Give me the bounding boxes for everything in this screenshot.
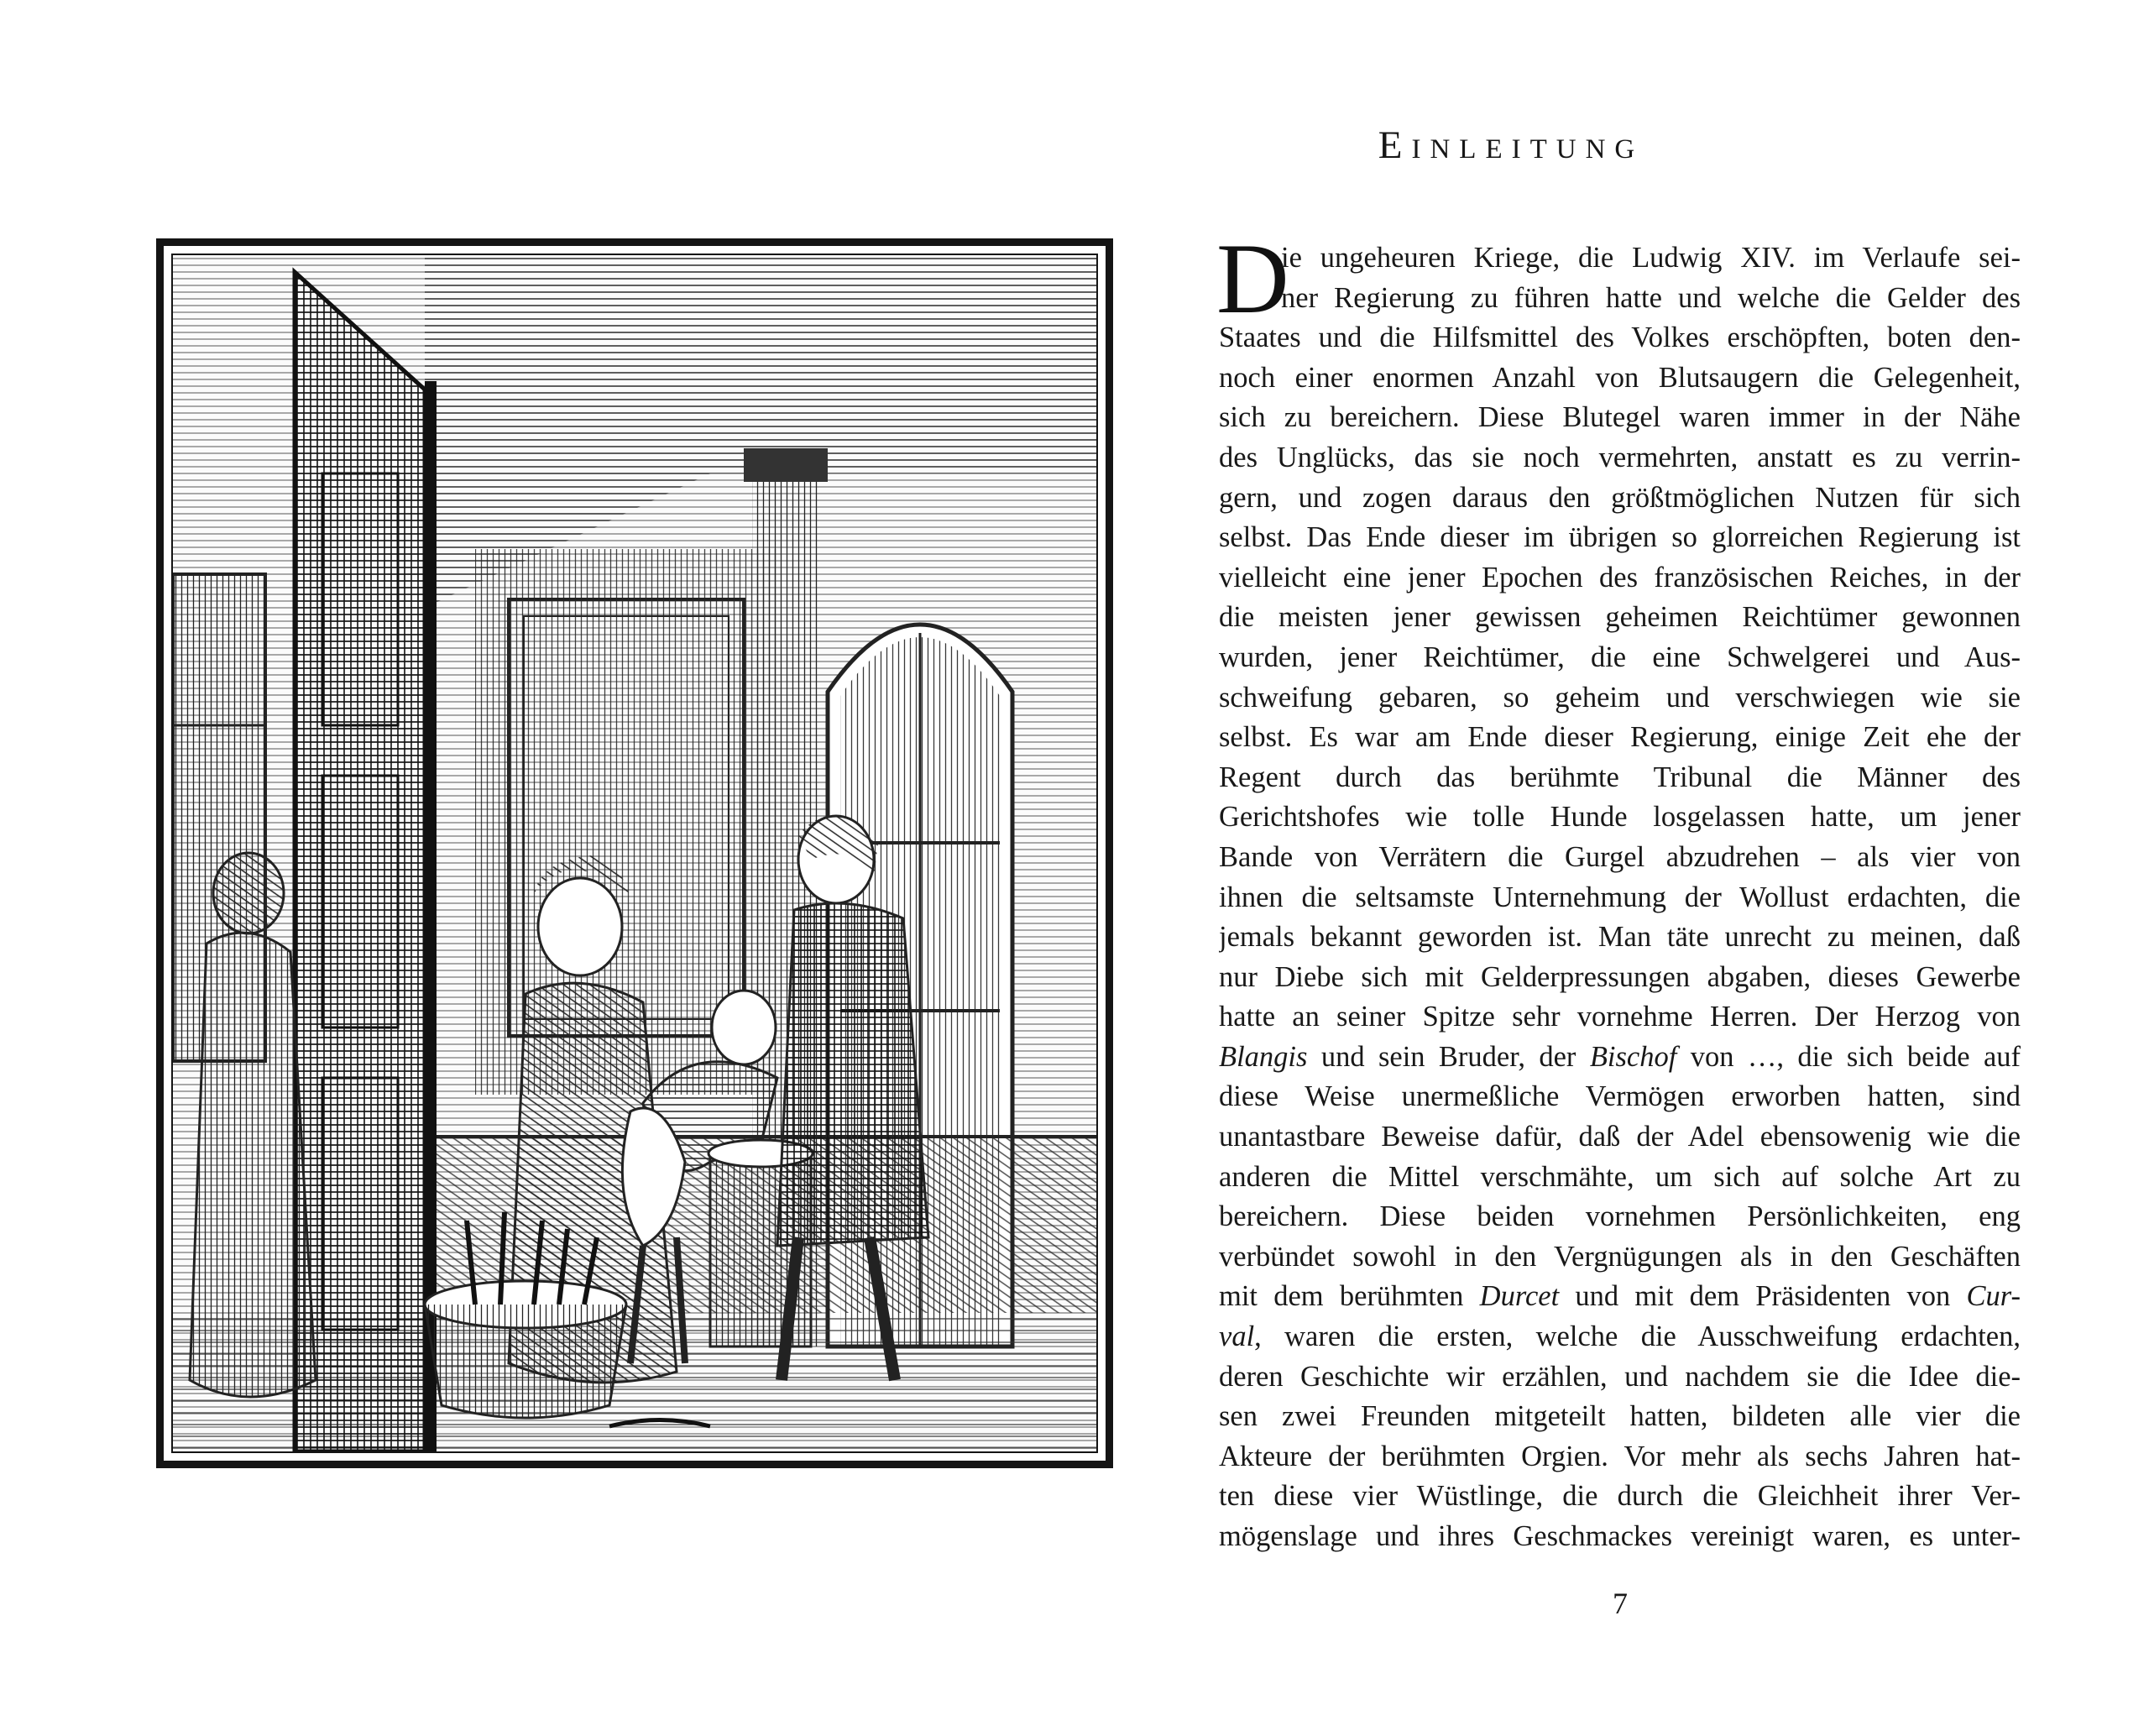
italic-name: Bischof [1589,1040,1677,1073]
engraving-svg [173,255,1096,1451]
text-segment: und sein Bruder, der [1307,1040,1590,1073]
text-line: jemals bekannt geworden ist. Man täte unrecht zu meinen, daß [1219,921,2021,954]
text-line: anderen die Mittel verschmähte, um sich auf solche Art zu [1219,1160,2021,1193]
italic-name: Durcet [1479,1280,1560,1313]
text-line: verbündet sowohl in den Vergnügungen als in den Geschäften [1219,1240,2021,1273]
engraving-illustration [171,254,1098,1453]
text-line: ie ungeheuren Kriege, die Ludwig XIV. im Verlaufe sei- [1281,242,2021,274]
drop-cap: D [1216,222,1289,334]
text-line: sich zu bereichern. Diese Blutegel waren immer in der Nähe [1219,401,2021,434]
text-line: gern, und zogen daraus den größtmöglichen Nutzen für sich [1219,481,2021,514]
text-line: mögenslage und ihres Geschmackes vereinigt waren, es unter- [1219,1520,2021,1552]
text-segment: von …, die sich beide auf [1676,1040,2021,1073]
text-line: selbst. Es war am Ende dieser Regierung, einige Zeit ehe der [1219,721,2021,754]
text-line: vielleicht eine jener Epochen des französischen Reiches, in der [1219,561,2021,593]
italic-name: val [1219,1320,1255,1353]
italic-name: Blangis [1219,1040,1308,1073]
italic-name: Cur- [1966,1280,2021,1313]
text-line: Regent durch das berühmte Tribunal die Männer des [1219,761,2021,793]
text-segment: , waren die ersten, welche die Ausschweifung erdachten, [1254,1320,2021,1353]
text-line: selbst. Das Ende dieser im übrigen so glorreichen Regierung ist [1219,521,2021,554]
text-line: des Unglücks, das sie noch vermehrten, anstatt es zu verrin- [1219,441,2021,473]
text-line: Akteure der berühmten Orgien. Vor mehr als sechs Jahren hat- [1219,1440,2021,1472]
text-line: ihnen die seltsamste Unternehmung der Wollust erdachten, die [1219,881,2021,913]
text-line: schweifung gebaren, so geheim und verschwiegen wie sie [1219,681,2021,714]
text-line [1219,1038,2021,1078]
text-line: die meisten jener gewissen geheimen Reichtümer gewonnen [1219,601,2021,634]
text-line: sen zwei Freunden mitgeteilt hatten, bildeten alle vier die [1219,1400,2021,1433]
text-line: wurden, jener Reichtümer, die eine Schwelgerei und Aus- [1219,641,2021,673]
text-segment: mit dem berühmten [1219,1280,1480,1313]
body-text [1219,238,2021,1557]
text-line: ner Regierung zu führen hatte und welche die Gelder des [1281,281,2021,314]
chapter-title: Einleitung [1378,123,1644,167]
page-number: 7 [1613,1587,1628,1620]
engraving-plate [156,238,1113,1468]
text-line: noch einer enormen Anzahl von Blutsaugern die Gelegenheit, [1219,361,2021,394]
text-line: Bande von Verrätern die Gurgel abzudrehen – als vier von [1219,840,2021,873]
text-line: hatte an seiner Spitze sehr vornehme Herren. Der Herzog von [1219,1001,2021,1033]
text-line: diese Weise unermeßliche Vermögen erworben hatten, sind [1219,1080,2021,1113]
text-line: deren Geschichte wir erzählen, und nachdem sie die Idee die- [1219,1360,2021,1393]
text-line: Gerichtshofes wie tolle Hunde losgelassen hatte, um jener [1219,801,2021,834]
text-line: nur Diebe sich mit Gelderpressungen abgaben, dieses Gewerbe [1219,960,2021,993]
text-segment: und mit dem Präsidenten von [1559,1280,1967,1313]
text-line: unantastbare Beweise dafür, daß der Adel ebensowenig wie die [1219,1121,2021,1153]
text-line: ten diese vier Wüstlinge, die durch die Gleichheit ihrer Ver- [1219,1480,2021,1513]
text-line: bereichern. Diese beiden vornehmen Persönlichkeiten, eng [1219,1200,2021,1233]
text-line [1219,1317,2021,1357]
text-line [1219,1277,2021,1317]
text-line: Staates und die Hilfsmittel des Volkes erschöpften, boten den- [1219,322,2021,354]
